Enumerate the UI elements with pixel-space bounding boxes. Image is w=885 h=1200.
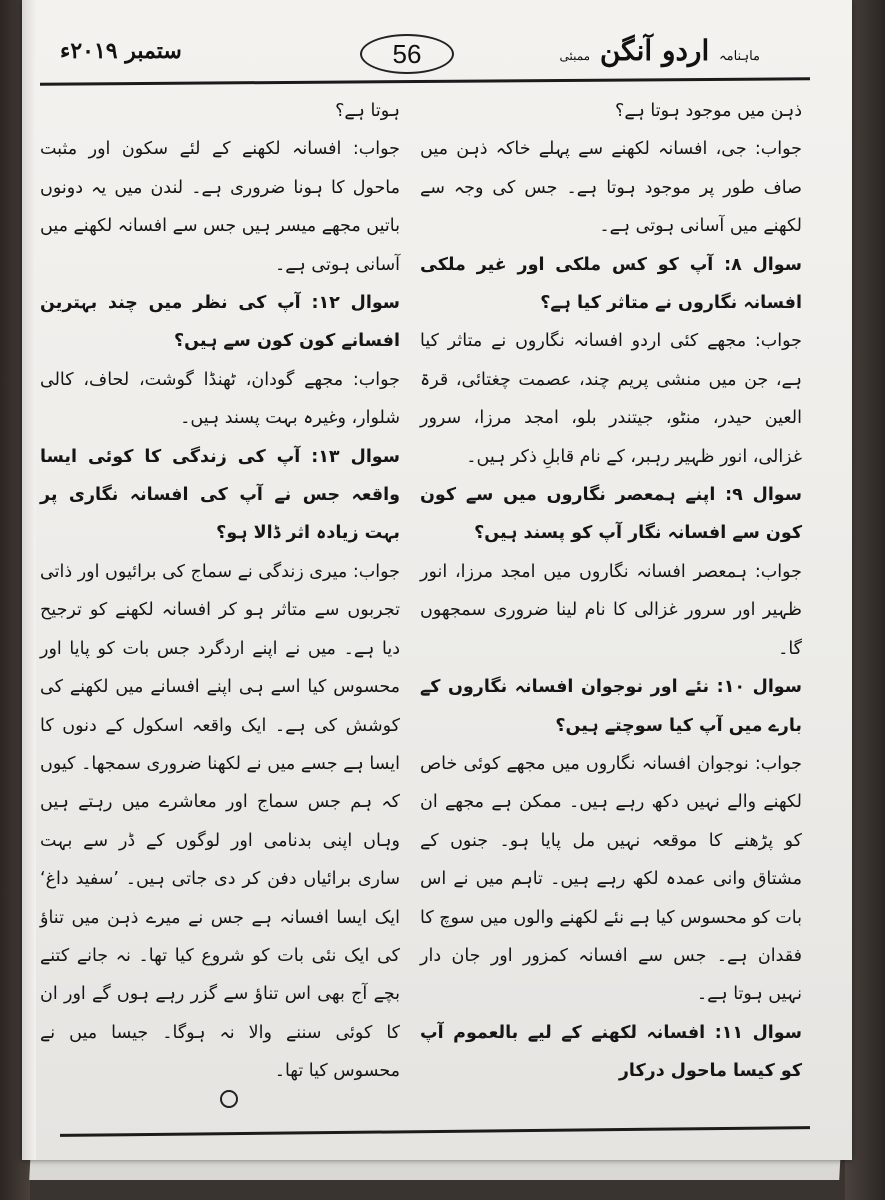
end-of-article-circle-icon: [220, 1090, 238, 1108]
right-column: [420, 92, 802, 1091]
magazine-title: [559, 34, 760, 67]
magazine-name: اردو آنگن: [599, 34, 710, 67]
answer-paragraph: جواب: نوجوان افسانہ نگاروں میں مجھے کوئی خاص لکھنے والے نہیں دکھ رہے ہیں۔ ممکن ہے مجھے ان کو پڑھنے کا موقعہ نہیں مل پایا ہو۔ جنوں کے مشتاق وانی عمدہ لکھ رہے ہیں۔ تاہم میں نے اس بات کو محسوس کیا ہے نئے لکھنے والوں میں سوچ کا فقدان ہے۔ جس سے افسانہ کمزور اور جان دار نہیں ہوتا ہے۔: [420, 753, 802, 1005]
question-paragraph: سوال ۱۰: نئے اور نوجوان افسانہ نگاروں کے بارے میں آپ کیا سوچتے ہیں؟: [420, 677, 802, 736]
page-number: 56: [360, 34, 454, 74]
paragraph: ہوتا ہے؟: [335, 101, 400, 121]
magazine-prefix: ماہنامہ: [718, 49, 760, 64]
question-paragraph: سوال ۱۲: آپ کی نظر میں چند بہترین افسانے کون کون سے ہیں؟: [40, 293, 400, 352]
paragraph: ذہن میں موجود ہوتا ہے؟: [615, 101, 802, 121]
answer-paragraph: جواب: جی، افسانہ لکھنے سے پہلے خاکہ ذہن میں صاف طور پر موجود ہوتا ہے۔ جس کی وجہ سے لکھنے میں آسانی ہوتی ہے۔: [420, 139, 802, 237]
answer-paragraph: جواب: مجھے گودان، ٹھنڈا گوشت، لحاف، کالی شلوار، وغیرہ بہت پسند ہیں۔: [40, 369, 400, 429]
page-binding-shadow: [22, 0, 36, 1160]
answer-paragraph: جواب: مجھے کئی اردو افسانہ نگاروں نے متاثر کیا ہے، جن میں منشی پریم چند، عصمت چغتائی، قرۃ العین حیدر، منٹو، جیتندر بلو، امجد مرزا، سرور غزالی، انور ظہیر رہبر، کے نام قابلِ ذکر ہیں۔: [420, 331, 802, 467]
question-paragraph: سوال ۱۱: افسانہ لکھنے کے لیے بالعموم آپ کو کیسا ماحول درکار: [420, 1022, 802, 1082]
answer-paragraph: جواب: ہمعصر افسانہ نگاروں میں امجد مرزا، انور ظہیر اور سرور غزالی کا نام لینا ضروری سمجھوں گا۔: [420, 561, 802, 659]
question-paragraph: سوال ۸: آپ کو کس ملکی اور غیر ملکی افسانہ نگاروں نے متاثر کیا ہے؟: [420, 254, 802, 314]
answer-paragraph: جواب: میری زندگی نے سماج کی برائیوں اور ذاتی تجربوں سے متاثر ہو کر افسانہ لکھنے کو ترجیح دیا ہے۔ میں نے اپنے اردگرد جس بات کو پایا اور محسوس کیا اسے ہی اپنے افسانے میں لکھنے کی کوشش کی ہے۔ ایک واقعہ اسکول کے دنوں کا ایسا ہے جسے میں نے لکھنا ضروری سمجھا۔ کیوں کہ ہم جس سماج اور معاشرے میں رہتے ہیں وہاں اپنی بدنامی اور لوگوں کے ڈر سے بہت ساری برائیاں دفن کر دی جاتی ہیں۔ ’سفید داغ‘ ایک ایسا افسانہ ہے جس نے میرے ذہن میں تناؤ کی ایک نئی بات کو شروع کیا تھا۔ نہ جانے کتنے بچے آج بھی اس تناؤ سے گزر رہے ہوں گے اور ان کا کوئی سننے والا نہ ہوگا۔ جیسا میں نے محسوس کیا تھا۔: [40, 561, 400, 1082]
question-paragraph: سوال ۹: اپنے ہمعصر نگاروں میں سے کون کون سے افسانہ نگار آپ کو پسند ہیں؟: [420, 485, 802, 544]
magazine-city: ممبئی: [559, 49, 591, 63]
question-paragraph: سوال ۱۳: آپ کی زندگی کا کوئی ایسا واقعہ جس نے آپ کی افسانہ نگاری پر بہت زیادہ اثر ڈالا ہو؟: [40, 446, 400, 544]
issue-date: ستمبر ۲۰۱۹ء: [60, 38, 182, 64]
left-column: [40, 92, 400, 1091]
answer-paragraph: جواب: افسانہ لکھنے کے لئے سکون اور مثبت ماحول کا ہونا ضروری ہے۔ لندن میں یہ دونوں باتیں مجھے میسر ہیں جس سے افسانہ لکھنے میں آسانی ہوتی ہے۔: [40, 139, 400, 275]
